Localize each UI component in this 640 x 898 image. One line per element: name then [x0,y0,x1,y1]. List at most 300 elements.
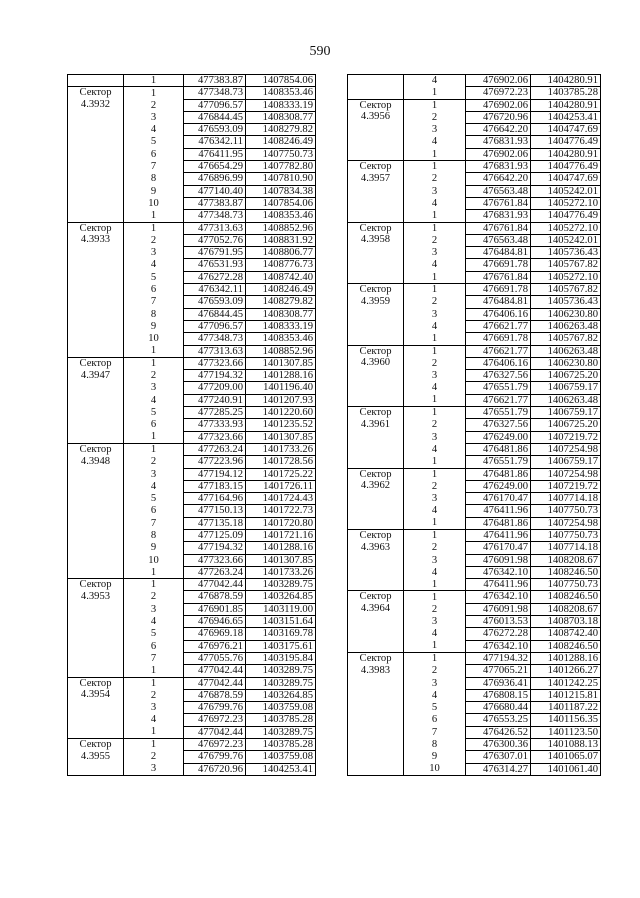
sector-cell [348,739,404,751]
coordinate-x: 477140.40 [184,185,246,197]
sector-cell [68,616,124,628]
table-row [68,296,316,308]
table-row [348,677,601,689]
coordinate-x: 476272.28 [184,271,246,283]
coordinate-x: 476969.18 [184,628,246,640]
coordinate-x: 476342.10 [466,640,531,652]
sector-label: Сектор [348,591,404,603]
sector-cell [68,382,124,394]
point-number: 1 [124,222,184,234]
sector-id: 4.3947 [68,370,124,382]
coordinate-y: 1404280.91 [531,99,601,111]
table-row [68,591,316,603]
table-row [68,640,316,652]
point-number: 3 [150,111,157,123]
coordinate-y: 1403195.84 [246,652,316,664]
coordinate-y: 1401733.26 [246,566,316,578]
sector-cell [68,308,124,320]
coordinate-x: 476013.53 [466,616,531,628]
table-row [348,382,601,394]
table-row [68,271,316,283]
coordinate-x: 476680.44 [466,702,531,714]
coordinate-x: 476878.59 [184,689,246,701]
table-row [348,136,601,148]
coordinate-x: 476799.76 [184,702,246,714]
sector-cell [68,161,124,173]
sector-cell [68,407,124,419]
coordinate-y: 1405272.10 [531,222,601,234]
coordinate-y: 1408308.77 [246,308,316,320]
sector-cell [348,505,404,517]
table-row [68,480,316,492]
coordinate-y: 1408333.19 [246,320,316,332]
coordinate-y: 1401065.07 [531,751,601,763]
sector-cell [68,763,124,775]
table-row [348,726,601,738]
point-number: 5 [150,407,157,419]
table-row [348,443,601,455]
coordinate-y: 1407782.80 [246,161,316,173]
coordinate-x: 477348.73 [184,210,246,222]
coordinate-x: 477323.66 [184,554,246,566]
sector-label: Сектор [68,87,124,99]
point-number: 2 [431,480,438,492]
table-row [68,751,316,763]
point-number: 7 [150,296,157,308]
sector-label: Сектор [348,407,404,419]
coordinate-x: 476551.79 [466,456,531,468]
coordinate-y: 1405767.82 [531,259,601,271]
coordinate-y: 1408333.19 [246,99,316,111]
coordinate-y: 1401207.93 [246,394,316,406]
point-number: 2 [431,542,438,554]
table-row [348,603,601,615]
point-number: 3 [431,124,438,136]
point-number: 1 [404,517,466,529]
point-number: 2 [431,234,438,246]
coordinate-x: 476170.47 [466,493,531,505]
coordinate-x: 477135.18 [184,517,246,529]
table-row [348,111,601,123]
point-number: 1 [124,566,184,578]
point-number: 3 [150,603,157,615]
sector-cell [68,345,124,357]
sector-cell [348,370,404,382]
table-row [68,628,316,640]
coordinate-y: 1403119.00 [246,603,316,615]
point-number: 3 [431,247,438,259]
coordinate-x: 476170.47 [466,542,531,554]
coordinate-x: 476936.41 [466,677,531,689]
table-row [348,493,601,505]
point-number: 1 [404,407,466,419]
coordinate-x: 476972.23 [184,714,246,726]
point-number: 3 [431,308,438,320]
table-row [68,173,316,185]
table-row [348,296,601,308]
sector-cell [348,185,404,197]
table-row [348,505,601,517]
coordinate-x: 476901.85 [184,603,246,615]
sector-cell [348,763,404,775]
table-row [68,714,316,726]
coordinate-y: 1408308.77 [246,111,316,123]
coordinate-y: 1403759.08 [246,751,316,763]
point-number: 4 [431,443,438,455]
coordinate-y: 1408353.46 [246,210,316,222]
coordinates-table-left [67,74,316,776]
coordinate-y: 1406725.20 [531,370,601,382]
coordinate-x: 476551.79 [466,382,531,394]
point-number: 2 [150,456,157,468]
point-number: 3 [431,493,438,505]
point-number: 4 [150,394,157,406]
coordinate-y: 1403151.64 [246,616,316,628]
sector-cell [68,505,124,517]
table-row [348,579,601,591]
point-number: 1 [404,529,466,541]
sector-cell [68,517,124,529]
coordinate-y: 1405767.82 [531,333,601,345]
sector-label: Сектор [348,222,404,234]
sector-cell [68,529,124,541]
coordinate-y: 1403785.28 [246,739,316,751]
sector-cell [348,197,404,209]
table-row [68,702,316,714]
table-row [68,542,316,554]
point-number: 1 [404,161,466,173]
coordinate-x: 476946.65 [184,616,246,628]
coordinate-y: 1404776.49 [531,210,601,222]
point-number: 10 [148,197,159,209]
table-row [348,284,601,296]
table-row [68,382,316,394]
sector-label: Сектор [348,345,404,357]
coordinate-x: 476563.48 [466,185,531,197]
coordinate-x: 477150.13 [184,505,246,517]
coordinate-x: 476902.06 [466,75,531,87]
table-row [348,763,601,775]
coordinate-y: 1403289.75 [246,579,316,591]
coordinate-x: 477065.21 [466,665,531,677]
sector-cell [68,640,124,652]
table-row [68,370,316,382]
coordinate-x: 477042.44 [184,579,246,591]
coordinate-y: 1401215.81 [531,689,601,701]
coordinate-x: 476342.10 [466,566,531,578]
coordinate-x: 476761.84 [466,271,531,283]
sector-id: 4.3933 [68,234,124,246]
coordinate-x: 477313.63 [184,222,246,234]
point-number: 1 [124,357,184,369]
point-number: 4 [404,75,466,87]
table-row [68,665,316,677]
coordinate-y: 1405736.43 [531,296,601,308]
coordinate-x: 476642.20 [466,173,531,185]
coordinate-y: 1404776.49 [531,136,601,148]
sector-cell [68,296,124,308]
point-number: 1 [124,87,184,99]
table-row [348,197,601,209]
point-number: 2 [150,591,157,603]
table-row [348,271,601,283]
coordinate-x: 476481.86 [466,443,531,455]
coordinate-y: 1401288.16 [246,542,316,554]
coordinate-y: 1403264.85 [246,689,316,701]
coordinate-y: 1408806.77 [246,247,316,259]
sector-cell [68,247,124,259]
sector-cell [348,456,404,468]
point-number: 1 [404,579,466,591]
coordinate-y: 1401288.16 [531,652,601,664]
coordinate-y: 1406759.17 [531,382,601,394]
table-row [348,222,601,234]
coordinate-x: 476642.20 [466,124,531,136]
point-number: 3 [124,763,184,775]
point-number: 5 [431,702,438,714]
point-number: 9 [150,320,157,332]
coordinate-y: 1401220.60 [246,407,316,419]
coordinate-x: 476831.93 [466,161,531,173]
point-number: 7 [150,652,157,664]
point-number: 1 [404,640,466,652]
coordinate-y: 1408703.18 [531,616,601,628]
point-number: 4 [431,320,438,332]
sector-id: 4.3957 [348,173,404,185]
coordinate-y: 1401307.85 [246,357,316,369]
table-row [68,443,316,455]
sector-label [68,75,124,87]
coordinate-y: 1401725.22 [246,468,316,480]
sector-id: 4.3959 [348,296,404,308]
point-number: 1 [404,210,466,222]
point-number: 3 [150,382,157,394]
table-row [348,99,601,111]
coordinate-y: 1407254.98 [531,443,601,455]
point-number: 4 [431,628,438,640]
sector-cell [348,579,404,591]
coordinate-y: 1401266.27 [531,665,601,677]
table-row [68,652,316,664]
sector-cell [68,542,124,554]
table-row [348,345,601,357]
sector-cell [68,136,124,148]
table-row [68,763,316,775]
table-row [348,566,601,578]
sector-cell [348,382,404,394]
point-number: 6 [150,640,157,652]
coordinate-y: 1404253.41 [531,111,601,123]
table-row [68,197,316,209]
point-number: 2 [150,689,157,701]
point-number: 3 [150,702,157,714]
table-row [348,702,601,714]
coordinate-y: 1407219.72 [531,480,601,492]
table-row [68,136,316,148]
table-row [68,468,316,480]
table-row [348,542,601,554]
sector-id: 4.3962 [348,480,404,492]
coordinate-x: 476654.29 [184,161,246,173]
coordinate-x: 477323.66 [184,357,246,369]
table-row [68,407,316,419]
sector-id: 4.3958 [348,234,404,246]
point-number: 1 [404,284,466,296]
coordinate-x: 477042.44 [184,665,246,677]
coordinate-x: 476406.16 [466,357,531,369]
point-number: 2 [431,111,438,123]
point-number: 1 [124,579,184,591]
table-row [348,357,601,369]
coordinate-y: 1401123.50 [531,726,601,738]
point-number: 1 [124,75,184,87]
coordinate-x: 476972.23 [466,87,531,99]
sector-cell [348,554,404,566]
sector-cell [348,124,404,136]
sector-cell [348,247,404,259]
coordinate-y: 1401728.56 [246,456,316,468]
table-row [68,148,316,160]
coordinate-x: 477096.57 [184,99,246,111]
sector-cell [348,689,404,701]
coordinate-x: 476342.11 [184,284,246,296]
table-row [68,566,316,578]
point-number: 1 [404,591,466,603]
sector-cell [348,148,404,160]
table-row [348,751,601,763]
coordinate-y: 1407834.38 [246,185,316,197]
coordinate-x: 476406.16 [466,308,531,320]
coordinate-y: 1406725.20 [531,419,601,431]
point-number: 6 [150,505,157,517]
table-row [348,247,601,259]
table-row [348,517,601,529]
table-row [68,161,316,173]
point-number: 4 [150,616,157,628]
point-number: 7 [150,161,157,173]
table-row [348,173,601,185]
coordinate-y: 1408742.40 [531,628,601,640]
table-row [68,87,316,99]
point-number: 1 [124,210,184,222]
sector-id: 4.3963 [348,542,404,554]
coordinate-x: 476799.76 [184,751,246,763]
table-row [348,320,601,332]
coordinate-y: 1401156.35 [531,714,601,726]
sector-label: Сектор [68,443,124,455]
coordinate-x: 477042.44 [184,726,246,738]
table-row [68,99,316,111]
coordinate-x: 477223.96 [184,456,246,468]
point-number: 1 [404,394,466,406]
sector-cell [68,210,124,222]
point-number: 1 [404,271,466,283]
coordinate-y: 1401288.16 [246,370,316,382]
table-row [348,407,601,419]
coordinate-x: 476314.27 [466,763,531,775]
coordinate-y: 1404747.69 [531,124,601,136]
coordinate-x: 476342.10 [466,591,531,603]
coordinate-y: 1408246.49 [246,136,316,148]
table-row [348,333,601,345]
sector-cell [348,271,404,283]
coordinate-x: 476411.96 [466,529,531,541]
coordinate-y: 1406230.80 [531,357,601,369]
point-number: 4 [150,124,157,136]
coordinate-x: 477194.32 [184,370,246,382]
sector-cell [68,197,124,209]
sector-cell [68,185,124,197]
coordinate-y: 1404747.69 [531,173,601,185]
table-row [348,370,601,382]
coordinate-x: 476761.84 [466,197,531,209]
table-row [68,259,316,271]
coordinate-y: 1408742.40 [246,271,316,283]
point-number: 1 [404,148,466,160]
coordinate-y: 1403785.28 [531,87,601,99]
point-number: 4 [150,714,157,726]
sector-id: 4.3954 [68,689,124,701]
point-number: 1 [404,87,466,99]
sector-cell [68,394,124,406]
point-number: 2 [431,173,438,185]
point-number: 8 [150,308,157,320]
coordinate-y: 1401733.26 [246,443,316,455]
sector-id: 4.3961 [348,419,404,431]
coordinate-x: 477348.73 [184,87,246,99]
table-row [348,456,601,468]
table-row [348,234,601,246]
sector-label: Сектор [348,284,404,296]
coordinate-y: 1404253.41 [246,763,316,775]
table-row [68,75,316,87]
table-row [348,591,601,603]
sector-cell [68,468,124,480]
sector-cell [68,603,124,615]
table-row [348,87,601,99]
coordinate-x: 476426.52 [466,726,531,738]
coordinate-x: 477323.66 [184,431,246,443]
coordinate-x: 477383.87 [184,75,246,87]
coordinate-y: 1408776.73 [246,259,316,271]
coordinate-y: 1403175.61 [246,640,316,652]
coordinate-x: 477209.00 [184,382,246,394]
sector-cell [348,210,404,222]
page-number: 590 [309,44,331,59]
point-number: 1 [404,468,466,480]
coordinate-y: 1405272.10 [531,197,601,209]
table-row [68,111,316,123]
point-number: 3 [431,431,438,443]
coordinate-x: 476551.79 [466,407,531,419]
coordinate-y: 1408831.92 [246,234,316,246]
table-row [68,505,316,517]
coordinate-x: 477183.15 [184,480,246,492]
coordinate-x: 476844.45 [184,111,246,123]
point-number: 10 [148,554,159,566]
sector-cell [348,431,404,443]
table-row [348,652,601,664]
sector-cell [68,320,124,332]
point-number: 4 [431,382,438,394]
sector-cell [348,308,404,320]
sector-id: 4.3948 [68,456,124,468]
coordinate-x: 476831.93 [466,210,531,222]
point-number: 4 [431,136,438,148]
table-row [348,529,601,541]
point-number: 4 [431,259,438,271]
sector-cell [348,726,404,738]
